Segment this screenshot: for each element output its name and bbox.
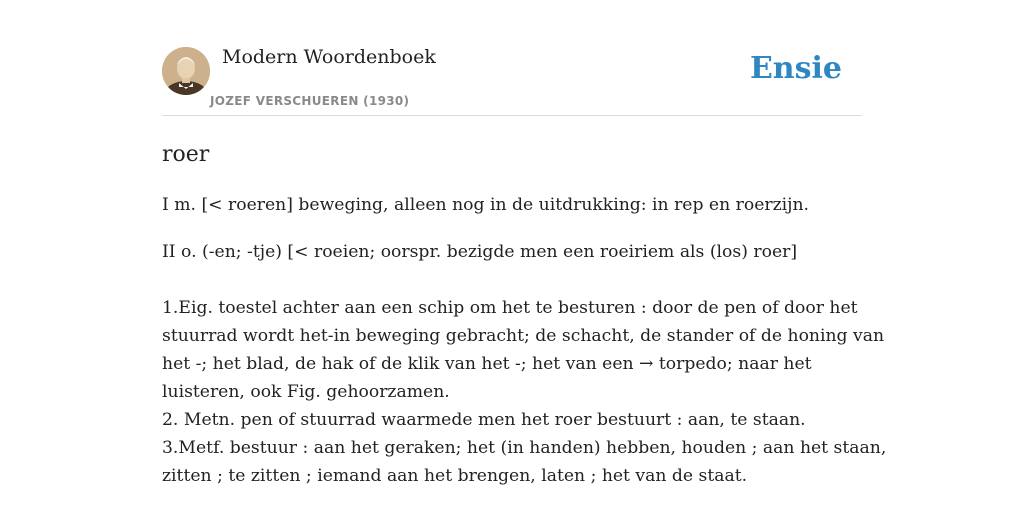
sense-2: II o. (-en; -tje) [< roeien; oorspr. bezigde men een roeiriem als (los) roer] bbox=[162, 242, 798, 262]
meaning-line: 1.Eig. toestel achter aan een schip om het te besturen : door de pen of door het bbox=[162, 298, 858, 318]
book-title[interactable]: Modern Woordenboek bbox=[222, 46, 436, 68]
headword: roer bbox=[162, 142, 210, 167]
author-name: JOZEF VERSCHUEREN (1930) bbox=[210, 94, 410, 108]
meaning-line: stuurrad wordt het-in beweging gebracht; de schacht, de stander of de honing van bbox=[162, 326, 885, 346]
meaning-line: zitten ; te zitten ; iemand aan het brengen, laten ; het van de staat. bbox=[162, 466, 748, 486]
meanings-list bbox=[162, 294, 887, 490]
meaning-line: luisteren, ook Fig. gehoorzamen. bbox=[162, 382, 450, 402]
author-portrait-icon bbox=[162, 47, 210, 95]
author-avatar[interactable] bbox=[162, 47, 210, 95]
meaning-line: 3.Metf. bestuur : aan het geraken; het (in handen) hebben, houden ; aan het staan, bbox=[162, 438, 887, 458]
dictionary-entry bbox=[162, 139, 887, 490]
meaning-line: het -; het blad, de hak of de klik van het -; het van een → torpedo; naar het bbox=[162, 354, 812, 374]
ensie-logo[interactable]: Ensie bbox=[749, 51, 842, 86]
meaning-line: 2. Metn. pen of stuurrad waarmede men het roer bestuurt : aan, te staan. bbox=[162, 410, 806, 430]
dictionary-header bbox=[162, 40, 862, 116]
sense-1: I m. [< roeren] beweging, alleen nog in de uitdrukking: in rep en roerzijn. bbox=[162, 195, 809, 215]
